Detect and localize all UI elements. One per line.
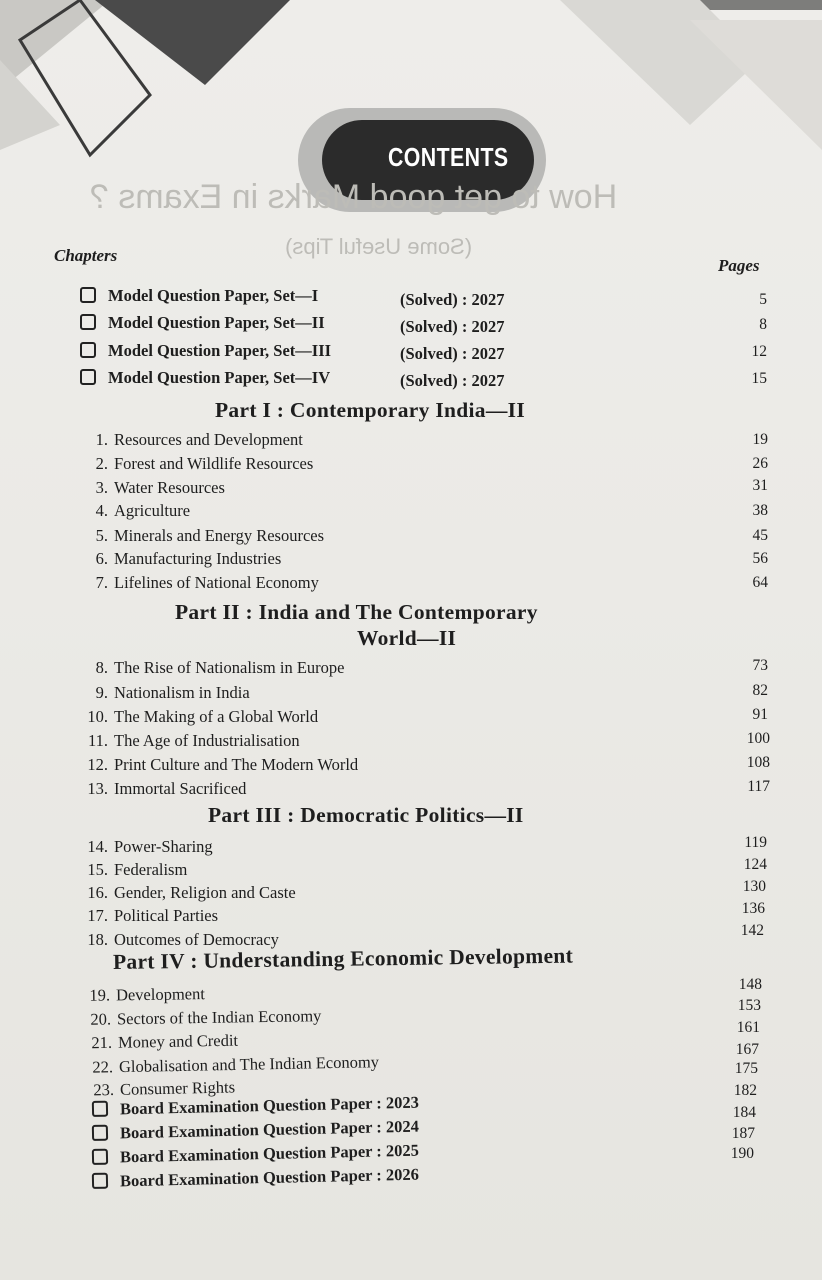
checkbox-icon xyxy=(92,1149,108,1165)
bleed-through-text: How to get good Marks in Exams ? xyxy=(90,178,618,216)
page-number: 124 xyxy=(743,856,767,873)
chapter-row[interactable]: 3. Water Resources xyxy=(95,478,225,497)
chapter-row[interactable]: 6. Manufacturing Industries xyxy=(95,549,282,568)
checkbox-icon xyxy=(92,1125,108,1141)
chapter-row[interactable]: 22. Globalisation and The Indian Economy xyxy=(92,1052,380,1077)
page-number: 73 xyxy=(752,657,768,674)
model-paper-status: (Solved) : 2027 xyxy=(400,371,505,390)
chapter-row[interactable]: 2. Forest and Wildlife Resources xyxy=(95,454,314,473)
page-number: 175 xyxy=(734,1060,758,1077)
page-number: 148 xyxy=(738,976,762,993)
bleed-through-subtext: (Some Useful Tips) xyxy=(285,234,473,259)
model-paper-row[interactable]: Model Question Paper, Set—I xyxy=(80,286,318,306)
chapter-row[interactable]: 12. Print Culture and The Modern World xyxy=(87,755,359,774)
board-paper-row[interactable]: Board Examination Question Paper : 2024 xyxy=(92,1117,419,1144)
checkbox-icon xyxy=(92,1101,108,1117)
page-number: 56 xyxy=(752,550,768,567)
part-heading-continued: World—II xyxy=(357,626,457,650)
page-number: 38 xyxy=(752,502,768,519)
part-heading: Part IV : Understanding Economic Development xyxy=(112,943,574,974)
chapter-row[interactable]: 17. Political Parties xyxy=(87,906,219,925)
chapter-row[interactable]: 4. Agriculture xyxy=(95,501,191,520)
page-number: 19 xyxy=(752,431,768,448)
page-number: 12 xyxy=(751,343,767,360)
model-paper-status: (Solved) : 2027 xyxy=(400,290,505,309)
checkbox-icon xyxy=(80,314,96,330)
part-heading: Part III : Democratic Politics—II xyxy=(208,803,524,827)
page-number: 5 xyxy=(759,291,767,308)
checkbox-icon xyxy=(80,369,96,385)
page-title: CONTENTS xyxy=(388,142,509,172)
chapters-header: Chapters xyxy=(54,246,118,265)
chapter-row[interactable]: 11. The Age of Industrialisation xyxy=(87,731,300,750)
part-heading: Part I : Contemporary India—II xyxy=(215,398,525,422)
page-number: 82 xyxy=(752,682,768,699)
model-paper-row[interactable]: Model Question Paper, Set—IV xyxy=(80,368,330,388)
checkbox-icon xyxy=(92,1173,108,1189)
chapter-row[interactable]: 15. Federalism xyxy=(87,860,188,879)
board-paper-row[interactable]: Board Examination Question Paper : 2026 xyxy=(92,1165,419,1192)
page-number: 15 xyxy=(751,370,767,387)
page-number: 119 xyxy=(744,834,767,851)
chapter-row[interactable]: 13. Immortal Sacrificed xyxy=(87,779,247,798)
page-number: 130 xyxy=(742,878,766,895)
page-number: 117 xyxy=(747,778,770,795)
chapter-row[interactable]: 21. Money and Credit xyxy=(91,1030,239,1053)
model-paper-row[interactable]: Model Question Paper, Set—III xyxy=(80,341,331,361)
page-number: 45 xyxy=(752,527,768,544)
chapter-row[interactable]: 23. Consumer Rights xyxy=(93,1077,236,1100)
page-number: 142 xyxy=(740,922,764,939)
chapter-row[interactable]: 8. The Rise of Nationalism in Europe xyxy=(95,658,345,677)
chapter-row[interactable]: 1. Resources and Development xyxy=(95,430,303,449)
page-number: 161 xyxy=(736,1019,760,1036)
board-paper-row[interactable]: Board Examination Question Paper : 2025 xyxy=(92,1141,419,1168)
chapter-row[interactable]: 7. Lifelines of National Economy xyxy=(95,573,319,592)
chapter-row[interactable]: 19. Development xyxy=(89,984,206,1005)
chapter-row[interactable]: 9. Nationalism in India xyxy=(95,683,250,702)
page-number: 153 xyxy=(737,997,761,1014)
model-paper-status: (Solved) : 2027 xyxy=(400,344,505,363)
page-number: 64 xyxy=(752,574,768,591)
chapter-row[interactable]: 18. Outcomes of Democracy xyxy=(87,930,279,949)
page-number: 108 xyxy=(746,754,770,771)
page-number: 100 xyxy=(746,730,770,747)
pages-header: Pages xyxy=(718,256,760,275)
chapter-row[interactable]: 20. Sectors of the Indian Economy xyxy=(90,1006,322,1029)
chapter-row[interactable]: 14. Power-Sharing xyxy=(87,837,213,856)
checkbox-icon xyxy=(80,342,96,358)
page-number: 182 xyxy=(733,1082,757,1099)
page-number: 26 xyxy=(752,455,768,472)
chapter-row[interactable]: 16. Gender, Religion and Caste xyxy=(87,883,296,902)
page-number: 190 xyxy=(730,1145,754,1162)
part-heading: Part II : India and The Contemporary xyxy=(175,600,538,624)
model-paper-status: (Solved) : 2027 xyxy=(400,317,505,336)
page-number: 136 xyxy=(741,900,765,917)
checkbox-icon xyxy=(80,287,96,303)
model-paper-row[interactable]: Model Question Paper, Set—II xyxy=(80,313,325,333)
board-paper-row[interactable]: Board Examination Question Paper : 2023 xyxy=(92,1093,419,1120)
page-number: 31 xyxy=(752,477,768,494)
chapter-row[interactable]: 10. The Making of a Global World xyxy=(87,707,319,726)
page-number: 91 xyxy=(752,706,768,723)
page-number: 187 xyxy=(731,1125,755,1142)
chapter-row[interactable]: 5. Minerals and Energy Resources xyxy=(95,526,325,545)
page-number: 167 xyxy=(735,1041,759,1058)
page-number: 184 xyxy=(732,1104,756,1121)
page-number: 8 xyxy=(759,316,767,333)
